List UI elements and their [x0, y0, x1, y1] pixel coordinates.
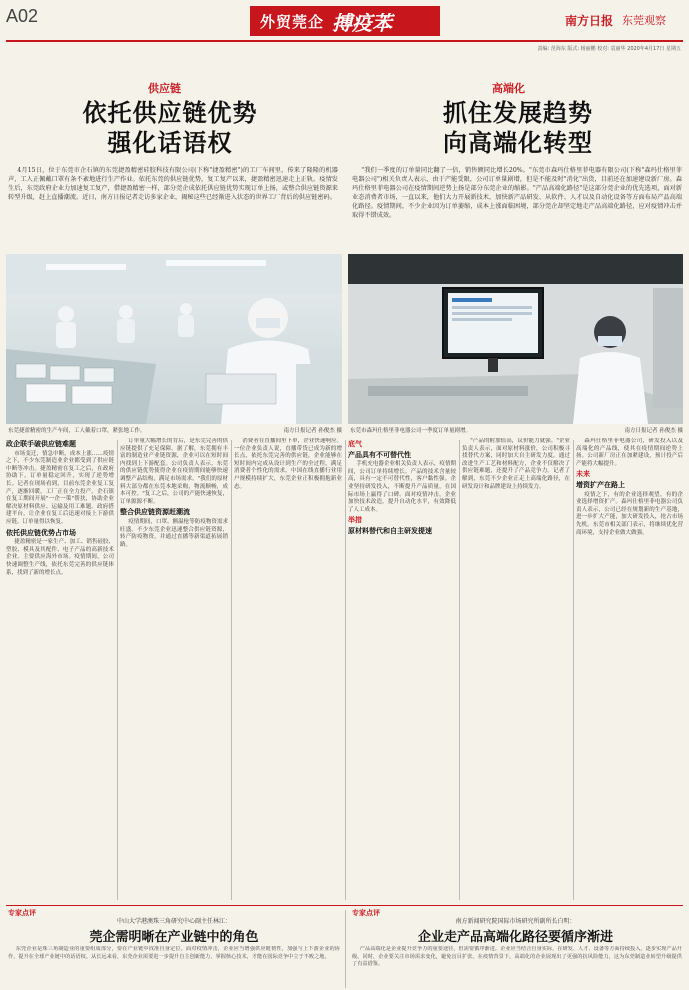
left-photo-caption — [8, 426, 342, 434]
page-meta: 责编: 范海东 版式: 杨丽鹏 校对: 袁丽华 2020年4月17日 星期五 — [537, 46, 681, 52]
left-caption-text: 东莞捷盈精密的生产车间，工人戴着口罩，紧张地工作。 — [8, 428, 146, 434]
right-photo — [348, 254, 683, 424]
right-comment-body: 产品高端化是企业提升竞争力的重要途径，但需要循序渐进。企业应当结合自身实际，在研发、人才、设备等方面持续投入，逐步实现产品升级。同时，企业要关注市场需求变化，避免盲目扩张。在疫情背景下，高端化的企业展现出了更强的抗风险能力，这为东莞制造业转型升级提供了有益借鉴。 — [352, 946, 682, 967]
page-number: A02 — [6, 6, 39, 26]
left-headline-line2: 强化话语权 — [107, 129, 233, 157]
masthead — [0, 0, 689, 52]
body-column-6 — [576, 438, 683, 900]
body-column-4 — [348, 438, 456, 900]
col2-paragraph: 订单量大幅增长的背后，是东莞完善的供应链提供了充足保障。据了解，东莞拥有丰富的制造业产业链资源，企业可以在短时间内找到上下游配套。公司负责人表示，东莞的供应链优势使得企业在疫情期间能够快速调整产品结构，满足市场需求。"我们的原材料大部分都在东莞本地采购，物流顺畅，成本可控。"复工之后，公司的产能快速恢复，订单源源不断。 — [120, 438, 228, 505]
column-divider — [231, 440, 232, 900]
subhead-irreplaceable: 产品具有不可替代性 — [348, 450, 411, 459]
col3-paragraph: 消费者在直播间里下单，企业快速响应。一位企业负责人说，直播带货已成为新的增长点，依托东莞完善的供应链，企业能够在短时间内完成从设计到生产的全过程，满足消费者个性化的需求。中国在线直播行业用户规模持续扩大，东莞企业正积极拥抱新业态。 — [234, 438, 342, 490]
left-comment-tag: 专家点评 — [8, 909, 36, 917]
left-kicker: 供应链 — [148, 82, 181, 95]
left-comment-body: 东莞企业是珠三角制造业的重要组成部分，要在产业链中找准自身定位。面对疫情冲击，企业应当增强供应链韧性，加强与上下游企业的协作，提升在全球产业链中的话语权。从长远来看，东莞企业需要进一步提升自主创新能力，掌握核心技术，才能在国际竞争中立于不败之地。 — [8, 946, 340, 960]
subhead-raw-material: 原材料替代和自主研发提速 — [348, 526, 432, 535]
right-kicker: 高端化 — [492, 82, 525, 95]
right-comment-title: 企业走产品高端化路径要循序渐进 — [417, 930, 613, 945]
left-photo-credit: 南方日报记者 孙俊杰 摄 — [283, 428, 342, 434]
factory-workers-image — [6, 254, 342, 424]
section-title: 外贸莞企 — [260, 12, 325, 31]
section-calligraphy: 搏疫苯 — [332, 10, 393, 35]
col1-paragraph: 市场变迁，情急中断，成本上涨……疫情之下，不少东莞制造业企业都受到了供应链中断等冲击。捷盈精密在复工之后，在政府协助下，订单量稳定回升，实现了逆势增长。记者在现场看到，目前东莞企业复工复产，逐渐回暖，工厂正在全力投产。企石镇在复工期间开展"一企一策"帮扶，协助企业解决原材料供应、运输及用工难题。政府搭建平台，让企业在复工后迅速对接上下游供应链，订单量得以恢复。 — [6, 450, 114, 525]
col1-paragraph-2: 捷盈精密是一家生产、加工、销售硅胶、塑胶、模具及其配件、电子产品的高新技术企业。主要供应海外市场。疫情期间，公司快速调整生产线，依托东莞完善的供应链体系，找到了新的增长点。 — [6, 539, 114, 576]
subhead-future: 未来 — [576, 470, 590, 479]
right-comment-byline: 南方新闻研究院国际市场研究所副所长白明： — [455, 918, 576, 925]
subhead-gov-business: 政企联手破供应链难题 — [6, 440, 76, 448]
right-caption-text: 东莞市森玛仕格里菲电器公司一季度订单量剧增。 — [350, 428, 472, 434]
body-column-5 — [462, 438, 570, 900]
masthead-rule — [6, 40, 683, 42]
subhead-expansion: 增资扩产在路上 — [576, 480, 625, 489]
body-column-1 — [6, 438, 114, 900]
edition-name: 东莞观察 — [622, 14, 666, 27]
left-comment-title: 莞企需明晰在产业链中的角色 — [89, 930, 259, 945]
commentary-rule — [6, 905, 683, 906]
right-headline — [388, 98, 648, 158]
col2-paragraph-2: 疫情期间，口罩、额温枪等防疫物资需求旺盛。不少东莞企业迅速整合供应链资源，转产防疫物资，并通过直播等新渠道拓展销路。 — [120, 518, 228, 548]
right-photo-credit: 南方日报记者 孙俊杰 摄 — [624, 428, 683, 434]
column-divider — [117, 440, 118, 900]
right-headline-line1: 抓住发展趋势 — [443, 99, 593, 127]
factory-monitor-image — [348, 254, 683, 424]
subhead-confidence: 底气 — [348, 440, 362, 448]
col5-paragraph: "产品的附加值高，议价能力就强。"企业负责人表示，面对原材料涨价，公司积极寻找替代方案，同时加大自主研发力度。通过改进生产工艺和材料配方，企业不仅解决了供应链难题，还提升了产品竞争力。记者了解到，东莞不少企业正走上高端化路径，在研发设计和品牌建设上持续发力。 — [462, 438, 570, 490]
body-column-3 — [234, 438, 342, 900]
left-headline — [40, 98, 300, 158]
column-divider — [345, 440, 346, 900]
col6-paragraph-2: 疫情之下，有的企业选择观望，有的企业选择增资扩产。森玛仕格里菲电器公司负责人表示，公司已经在规划新的生产基地，进一步扩大产能，加大研发投入，抢占市场先机。东莞市相关部门表示，将继续优化营商环境，支持企业做大做强。 — [576, 491, 683, 536]
col4-paragraph: 手机充电器企业相关负责人表示，疫情期间，公司订单持续增长。产品的技术含量较高，具有一定不可替代性，客户黏性强。企业坚持研发投入，不断提升产品质量，在国际市场上赢得了口碑。面对疫情冲击，企业加快技术改造，提升自动化水平，有效降低了人工成本。 — [348, 461, 456, 513]
body-column-2 — [120, 438, 228, 900]
paper-name: 南方日报 — [565, 14, 614, 28]
section-banner — [250, 6, 440, 36]
left-lead: 4月15日，位于东莞市企石镇的东莞捷盈精密硅胶科技有限公司(下称"捷盈精密")的工厂车间里，传来了隆隆的机器声，工人正佩戴口罩有条不紊地进行生产作业。依托东莞的供应链优势，复工复产以来，捷盈精密迅速走上正轨。疫情发生后，东莞政府企业力加速复工复产，借捷盈精密一样，部分莞企成依托供应链优势实现订单上扬，或整合供应链资源来转型升级，赶上直播潮流。近日，南方日报记者走访多家企业，揭秘这些已经渐进入状态的世界工厂背后的供应链密码。 — [8, 167, 338, 201]
column-divider — [459, 440, 460, 900]
subhead-measures: 举措 — [348, 516, 362, 525]
subhead-supply-chain: 依托供应链优势占市场 — [6, 528, 76, 537]
right-photo-caption — [350, 426, 683, 434]
right-lead: "我们一季度的订单量同比翻了一倍，销售额同比增长20%。"东莞市森玛仕格里菲电器有限公司(下称"森玛仕格里菲电器公司")相关负责人表示，由于产能受限，公司订单量剧增，但是不能及时"消化"出货，目前还在加速建设新厂房。森玛仕格里菲电器公司在疫情期间逆势上扬是部分东莞企业的缩影。"产品高端化路径"是这部分莞企业的优先选项，面对新业态消费者市场，一直以来，他们大力开展新技术，加快新产品研发、从软件、人才以及自动化设备等方面布局产品高端化路径。疫情期间，不少企业因为订单萎缩，成本上涨面临困境，部分莞企却坚定地走产品高端化路径，应对疫情冲击并取得不错成效。 — [352, 167, 682, 219]
column-divider — [573, 440, 574, 900]
left-headline-line1: 依托供应链优势 — [82, 99, 258, 127]
commentary-divider — [345, 910, 346, 988]
right-headline-line2: 向高端化转型 — [443, 129, 593, 157]
left-comment-byline: 中山大学港澳珠三角研究中心副主任林江： — [116, 918, 231, 925]
col6-paragraph: 森玛仕格里菲电器公司，研发投入以及高端化的产品线，使其在疫情期间逆势上扬。公司新厂房正在加紧建设，预计投产后产能将大幅提升。 — [576, 438, 683, 467]
right-comment-tag: 专家点评 — [352, 909, 380, 917]
left-photo — [6, 254, 342, 424]
subhead-integrate: 整合供应链资源赶潮流 — [120, 508, 190, 517]
